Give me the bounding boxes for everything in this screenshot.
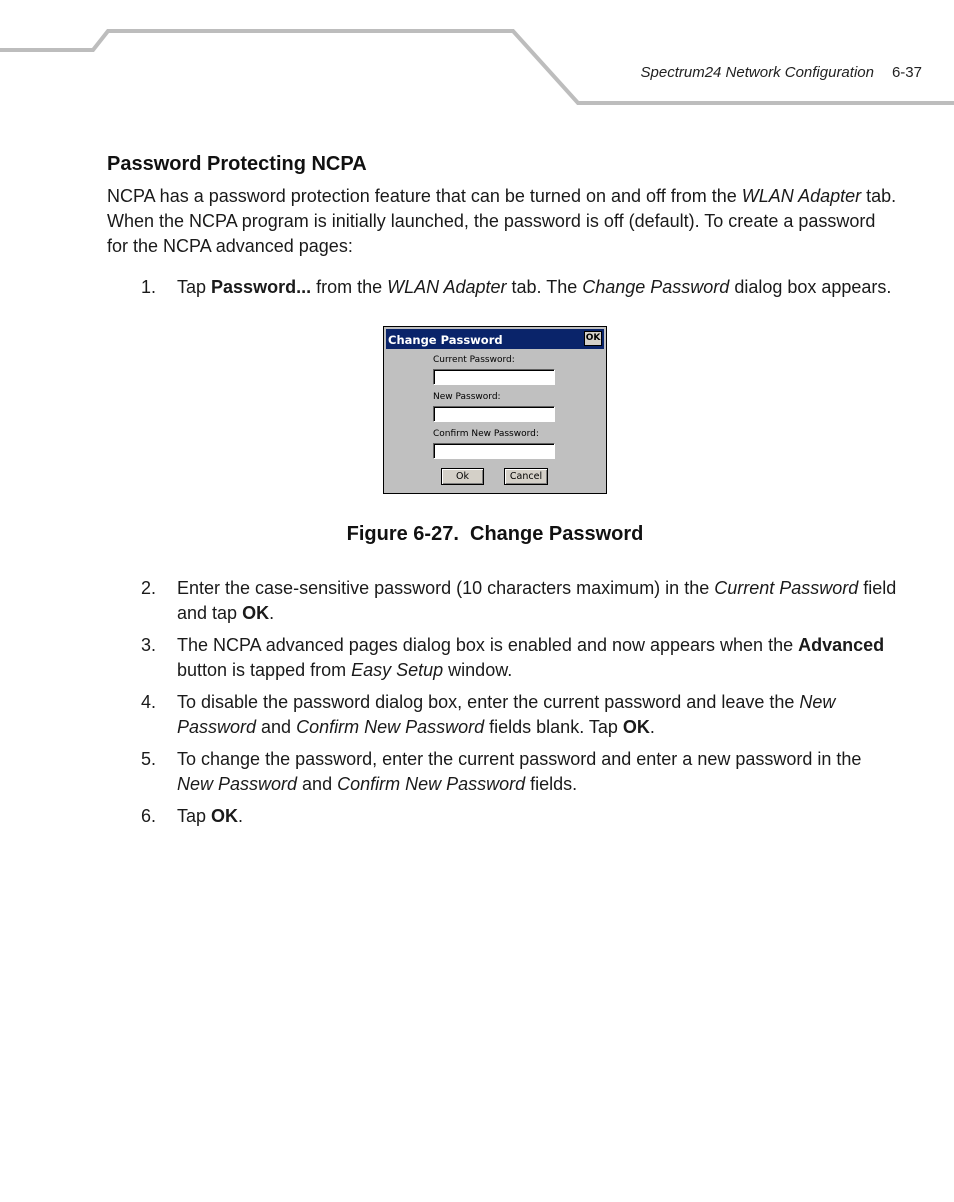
current-password-label: Current Password: [433,355,515,365]
chapter-title: Spectrum24 Network Configuration [640,64,874,81]
running-header [641,64,922,81]
section-heading: Password Protecting NCPA [107,153,367,175]
step-text: To disable the password dialog box, enter the current password and leave the New Password and Confirm New Password fields blank. Tap OK. [177,692,836,737]
step-number: 6. [141,806,157,826]
step-text: The NCPA advanced pages dialog box is enabled and now appears when the Advanced button is tapped from Easy Setup window. [177,635,885,680]
page-number: 6-37 [891,64,922,81]
confirm-password-field[interactable] [433,443,555,459]
change-password-dialog [383,326,607,494]
step-3 [141,633,901,683]
step-number: 5. [141,749,157,769]
step-number: 4. [141,692,157,712]
dialog-title: Change Password [388,333,503,347]
new-password-label: New Password: [433,392,501,402]
confirm-password-label: Confirm New Password: [433,429,539,439]
step-2 [141,576,901,626]
current-password-field[interactable] [433,369,555,385]
step-number: 1. [141,277,157,297]
step-text: To change the password, enter the current password and enter a new password in the New Password and Confirm New Password fields. [177,749,862,794]
step-text: Tap Password... from the WLAN Adapter tab. The Change Password dialog box appears. [177,277,892,297]
step-4 [141,690,901,740]
step-text: Enter the case-sensitive password (10 characters maximum) in the Current Password field and tap OK. [177,578,897,623]
step-number: 2. [141,578,157,598]
header-decoration [0,0,954,120]
step-text: Tap OK. [177,806,244,826]
title-ok-button[interactable]: OK [584,331,602,346]
ok-button[interactable]: Ok [441,468,484,485]
intro-paragraph: NCPA has a password protection feature that can be turned on and off from the WLAN Adapter tab. When the NCPA program is initially launched, the password is off (default). To create a password for the NCPA advanced pages: [107,186,897,256]
figure-caption: Figure 6-27. Change Password [346,523,644,545]
new-password-field[interactable] [433,406,555,422]
dialog-title-bar [386,329,604,349]
step-5 [141,747,901,797]
step-1 [141,275,901,300]
step-number: 3. [141,635,157,655]
cancel-button[interactable]: Cancel [504,468,548,485]
step-6 [141,804,901,829]
